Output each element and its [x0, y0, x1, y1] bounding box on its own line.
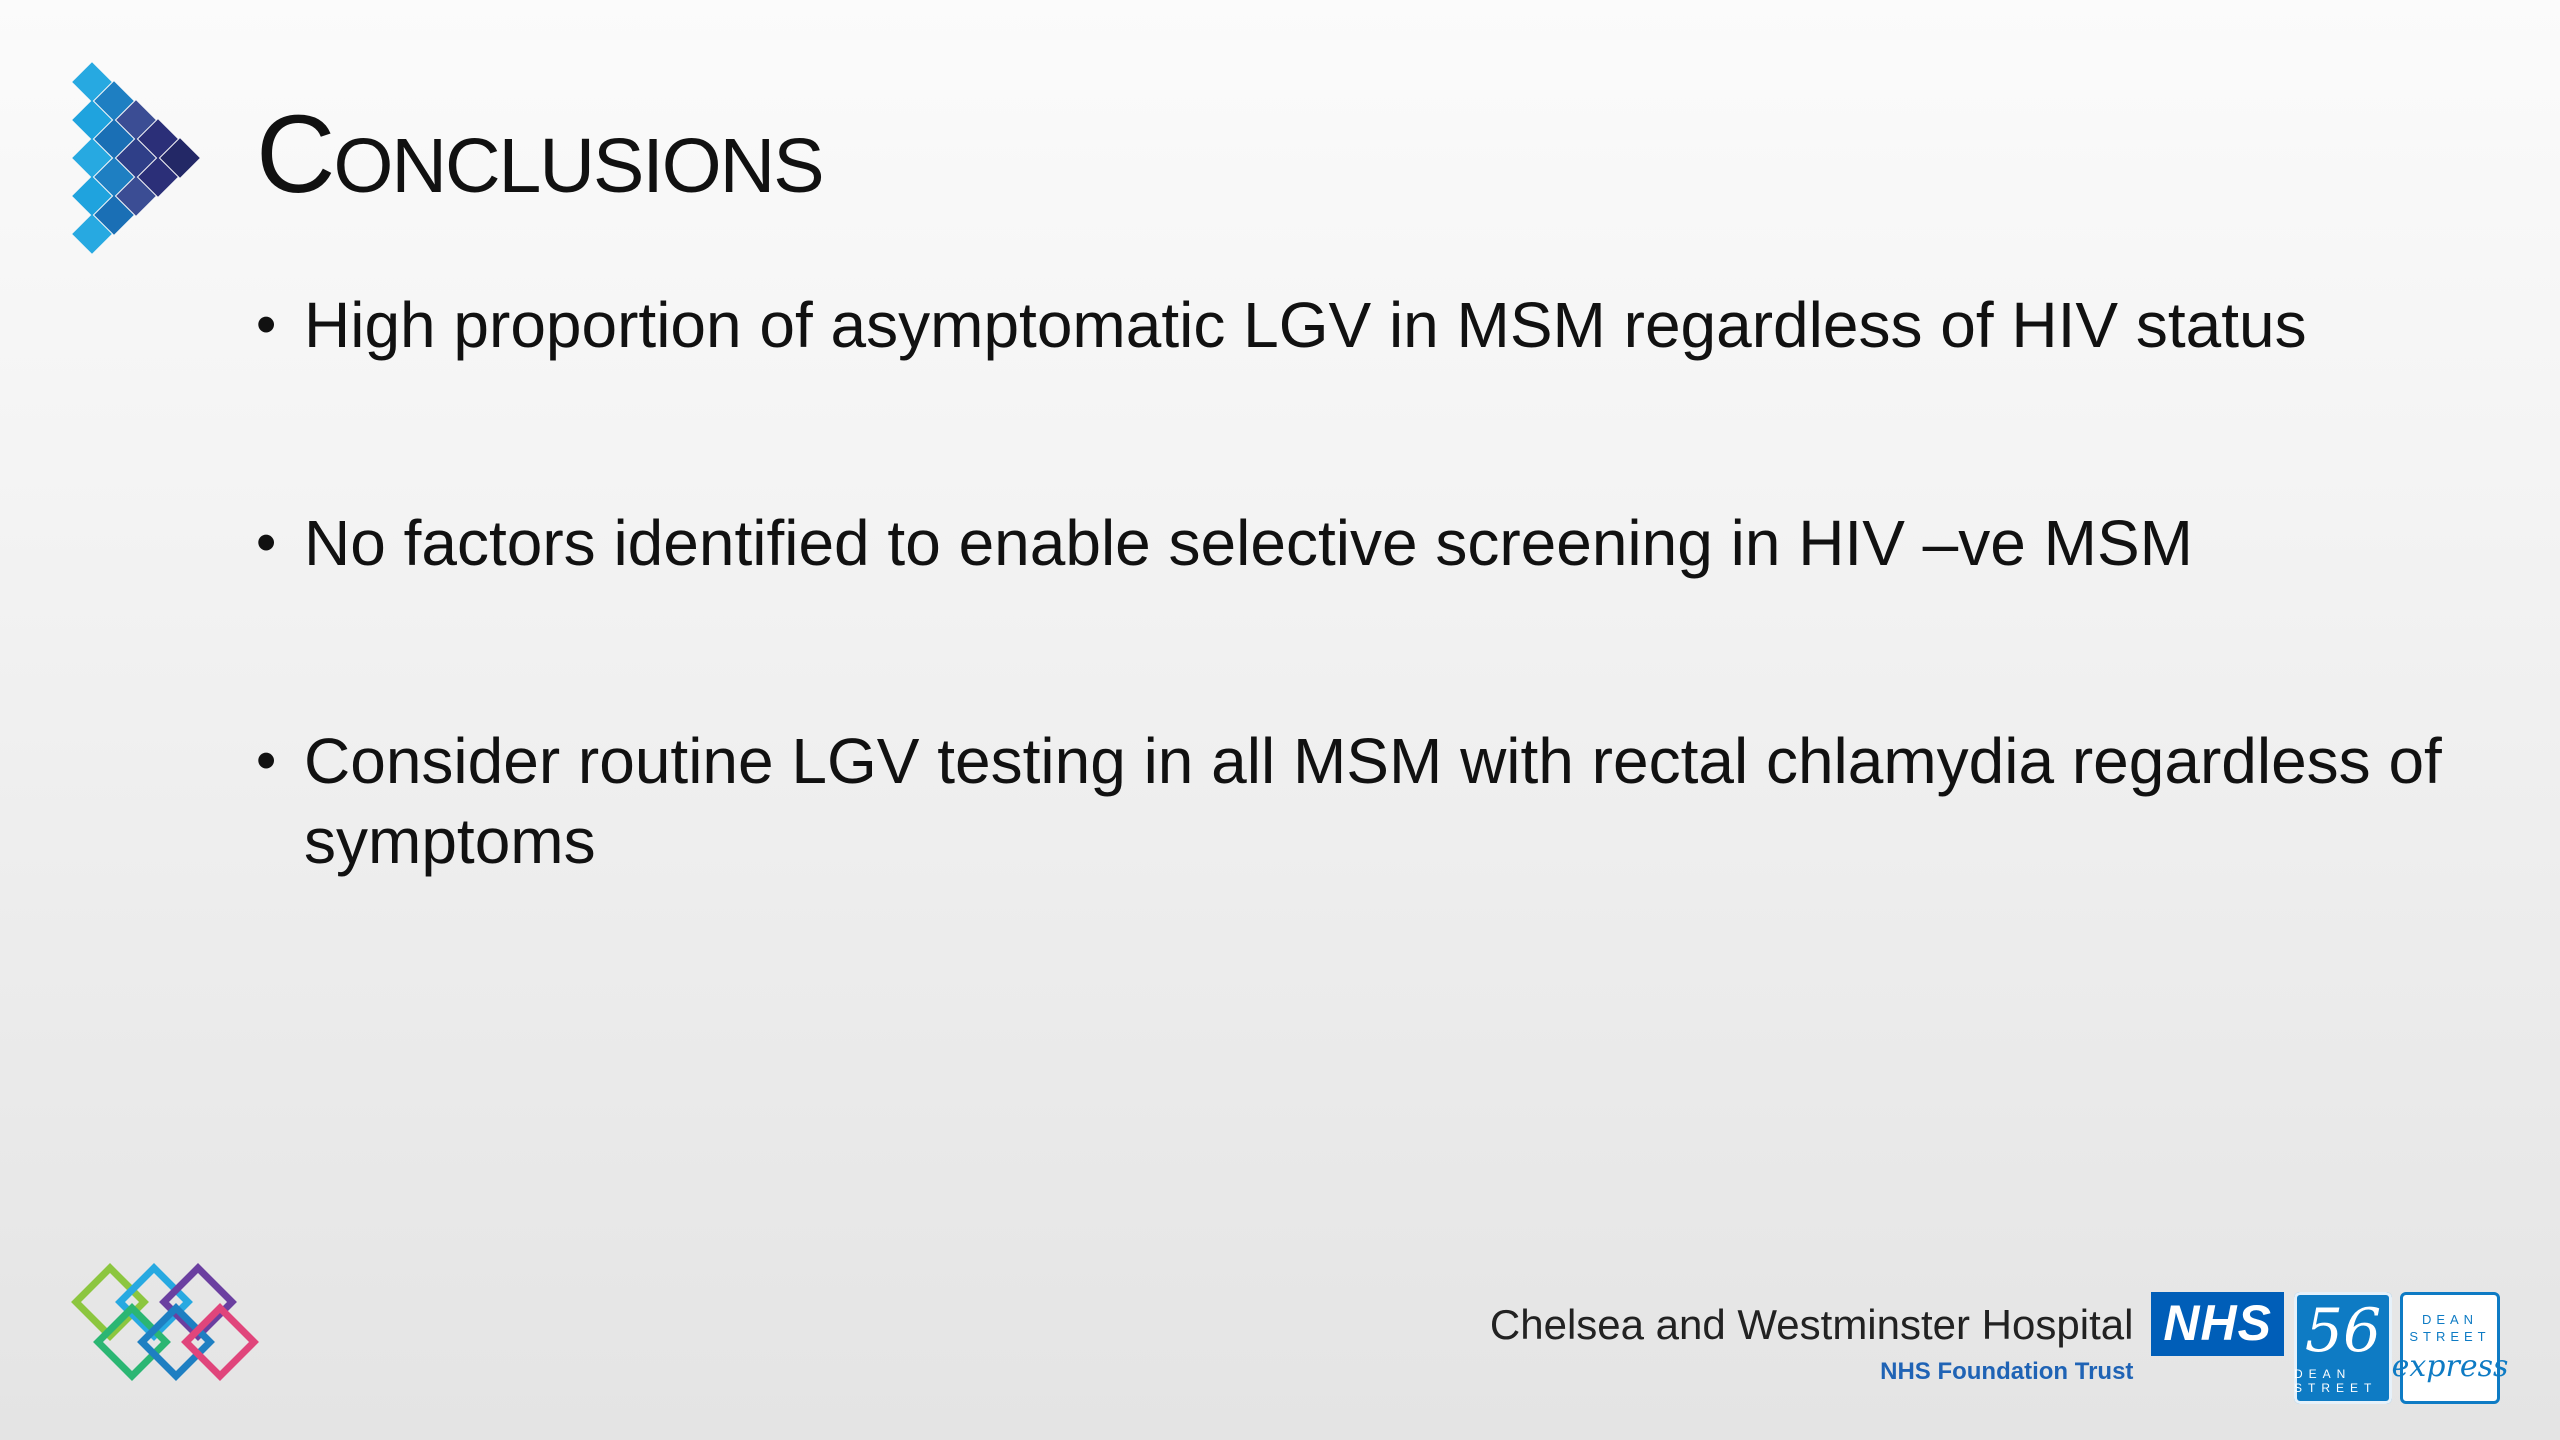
hospital-block — [1490, 1302, 2134, 1386]
hospital-subtitle: NHS Foundation Trust — [1880, 1358, 2134, 1385]
bullet-text: No factors identified to enable selective screening in HIV –ve MSM — [304, 507, 2193, 579]
express-word: express — [2391, 1349, 2509, 1385]
bullet-dot: • — [256, 510, 277, 575]
bullet-dot: • — [256, 728, 277, 793]
diamond-outline-logo-icon — [68, 1258, 298, 1388]
footer-branding — [1489, 1292, 2509, 1404]
dean-number: 56 — [2304, 1296, 2382, 1366]
diamond-arrow-logo-icon — [70, 60, 210, 270]
dean-street-56-logo — [2294, 1292, 2392, 1404]
bullet-list — [252, 285, 2512, 881]
dean-street-express-logo — [2391, 1292, 2509, 1404]
nhs-logo: NHS — [2151, 1292, 2284, 1356]
slide-title: Conclusions — [256, 93, 823, 216]
dean-text: DEAN STREET — [2294, 1367, 2378, 1395]
bullet-dot: • — [256, 292, 277, 357]
bullet-item — [252, 503, 2512, 583]
footer-badges — [2151, 1292, 2509, 1404]
bullet-item — [252, 285, 2512, 365]
bullet-text: Consider routine LGV testing in all MSM with rectal chlamydia regardless of symptoms — [304, 725, 2442, 877]
partner-logos — [2294, 1292, 2509, 1404]
bullet-item — [252, 721, 2512, 881]
hospital-name: Chelsea and Westminster Hospital — [1489, 1300, 2134, 1348]
express-top-text: DEAN STREET — [2409, 1311, 2491, 1344]
bullet-text: High proportion of asymptomatic LGV in MSM regardless of HIV status — [304, 289, 2307, 361]
